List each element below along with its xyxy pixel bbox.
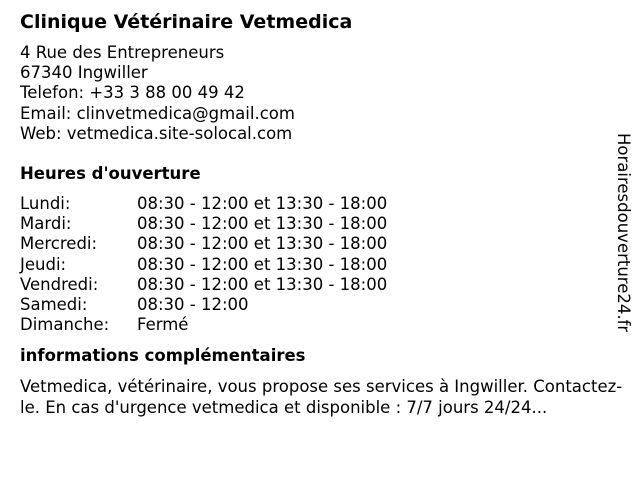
hours-time: 08:30 - 12:00 et 13:30 - 18:00 bbox=[137, 214, 388, 234]
hours-day: Mardi: bbox=[20, 214, 72, 234]
hours-row bbox=[20, 255, 387, 275]
hours-row bbox=[20, 234, 387, 254]
site-watermark: Horairesdouverture24.fr bbox=[614, 133, 633, 333]
hours-day: Lundi: bbox=[20, 194, 71, 214]
phone-number: Telefon: +33 3 88 00 49 42 bbox=[20, 83, 245, 103]
hours-time: Fermé bbox=[137, 315, 189, 335]
hours-row bbox=[20, 214, 387, 234]
hours-row bbox=[20, 194, 387, 214]
additional-info-heading: informations complémentaires bbox=[20, 346, 306, 366]
hours-time: 08:30 - 12:00 et 13:30 - 18:00 bbox=[137, 194, 388, 214]
hours-day: Jeudi: bbox=[20, 254, 67, 274]
additional-info-text: Vetmedica, vétérinaire, vous propose ses services à Ingwiller. Contactez-le. En cas d'urgence vetmedica et disponible : 7/7 jours 24/24... bbox=[20, 377, 623, 417]
hours-time: 08:30 - 12:00 et 13:30 - 18:00 bbox=[137, 234, 388, 254]
address-street: 4 Rue des Entrepreneurs bbox=[20, 43, 225, 62]
hours-row bbox=[20, 295, 387, 315]
hours-row bbox=[20, 315, 387, 335]
hours-time: 08:30 - 12:00 et 13:30 - 18:00 bbox=[137, 274, 388, 294]
hours-time: 08:30 - 12:00 et 13:30 - 18:00 bbox=[137, 254, 388, 274]
opening-hours-heading: Heures d'ouverture bbox=[20, 164, 201, 184]
contact-block bbox=[20, 43, 620, 144]
clinic-name: Clinique Vétérinaire Vetmedica bbox=[20, 11, 353, 33]
website: Web: vetmedica.site-solocal.com bbox=[20, 123, 293, 143]
address-city: 67340 Ingwiller bbox=[20, 63, 148, 83]
email-address: Email: clinvetmedica@gmail.com bbox=[20, 103, 295, 123]
hours-row bbox=[20, 275, 387, 295]
hours-time: 08:30 - 12:00 bbox=[137, 295, 249, 315]
hours-day: Mercredi: bbox=[20, 234, 98, 254]
business-card bbox=[20, 10, 623, 418]
hours-day: Vendredi: bbox=[20, 274, 99, 294]
hours-day: Dimanche: bbox=[20, 315, 110, 335]
opening-hours-table bbox=[20, 194, 387, 335]
hours-day: Samedi: bbox=[20, 295, 88, 315]
